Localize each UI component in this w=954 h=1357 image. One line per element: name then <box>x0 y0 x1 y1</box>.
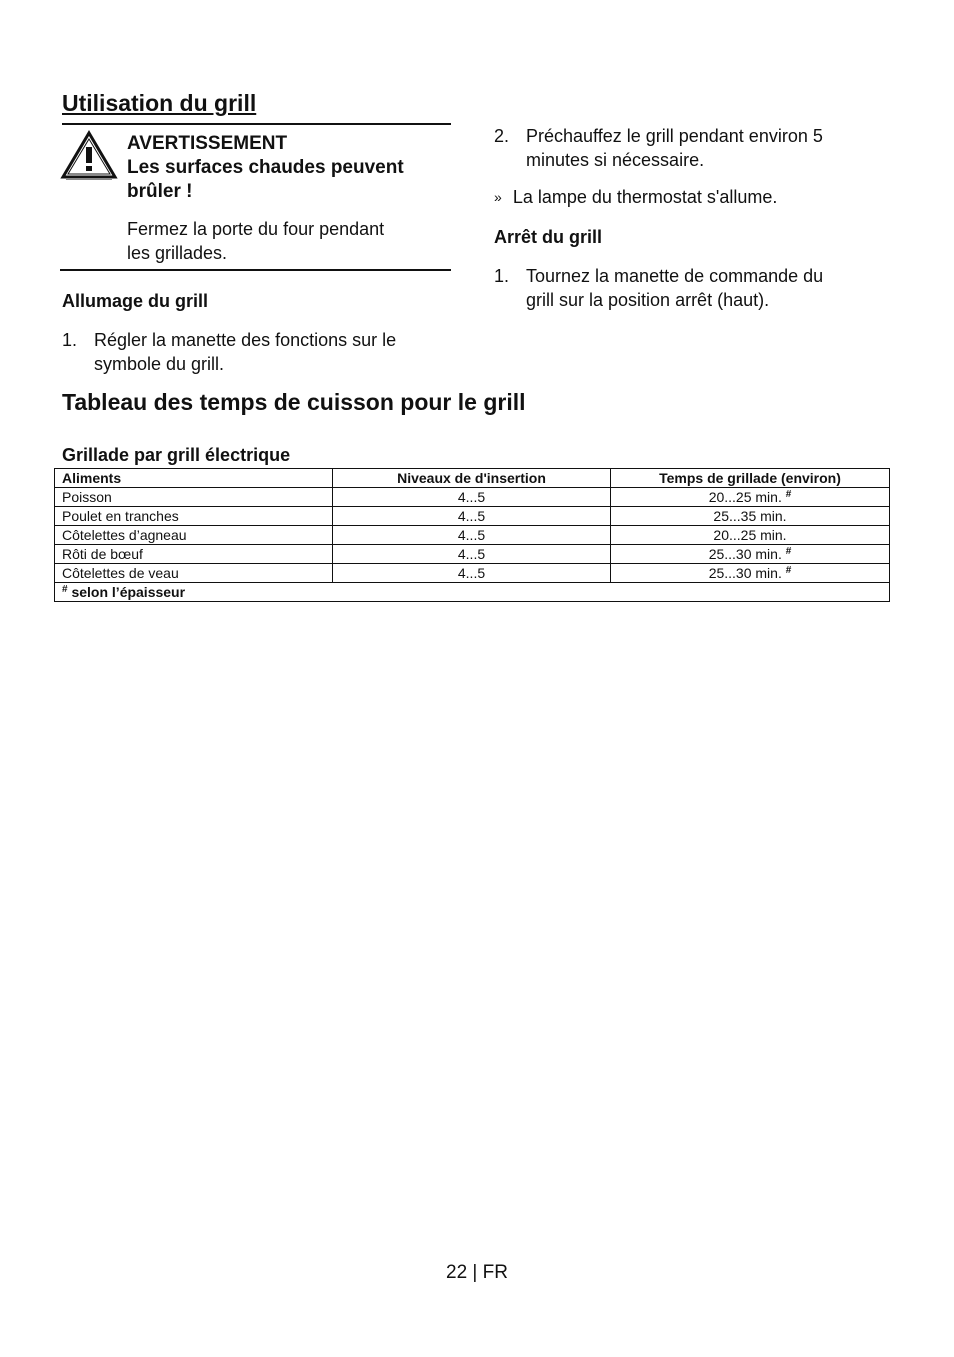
warning-subheading-line1: Les surfaces chaudes peuvent <box>127 157 404 178</box>
cell-food: Poisson <box>55 488 333 507</box>
table-row <box>55 507 890 526</box>
time-value: 25...30 min. <box>708 565 782 581</box>
footnote-marker: # <box>785 546 792 557</box>
cell-level: 4...5 <box>333 507 611 526</box>
result-marker: » <box>494 189 502 205</box>
table-row <box>55 545 890 564</box>
cell-time <box>611 526 890 545</box>
time-value: 25...35 min. <box>713 508 787 524</box>
cell-level: 4...5 <box>333 526 611 545</box>
time-value: 25...30 min. <box>708 546 782 562</box>
step-text-line2: grill sur la position arrêt (haut). <box>526 290 770 310</box>
warning-heading: AVERTISSEMENT <box>127 133 288 154</box>
step-number: 2. <box>494 126 510 146</box>
grill-times-table <box>54 468 890 602</box>
cooking-table-subtitle: Grillade par grill électrique <box>62 445 291 465</box>
table-row <box>55 564 890 583</box>
cell-level: 4...5 <box>333 564 611 583</box>
step-number: 1. <box>62 330 78 350</box>
warning-icon <box>60 130 118 180</box>
step-number: 1. <box>494 266 510 286</box>
footnote-marker: # <box>62 584 68 595</box>
cell-time <box>611 564 890 583</box>
cell-food: Poulet en tranches <box>55 507 333 526</box>
header-level: Niveaux de d'insertion <box>333 469 611 488</box>
time-value: 20...25 min. <box>708 489 782 505</box>
cell-level: 4...5 <box>333 545 611 564</box>
footnote-marker: # <box>785 565 792 576</box>
ignition-heading: Allumage du grill <box>62 291 209 311</box>
step-text-line1: Régler la manette des fonctions sur le <box>94 330 397 350</box>
cell-time <box>611 545 890 564</box>
footnote-text: selon l’épaisseur <box>71 584 186 600</box>
time-value: 20...25 min. <box>713 527 787 543</box>
table-row <box>55 526 890 545</box>
result-text: La lampe du thermostat s'allume. <box>512 187 778 207</box>
step-text-line2: minutes si nécessaire. <box>526 150 705 170</box>
warning-text-line2: les grillades. <box>127 243 228 263</box>
table-footnote-row <box>55 583 890 602</box>
warning-text-line1: Fermez la porte du four pendant <box>127 219 385 239</box>
footnote-marker: # <box>785 489 792 500</box>
cooking-table-title: Tableau des temps de cuisson pour le grill <box>62 389 526 415</box>
step-text-line1: Tournez la manette de commande du <box>526 266 824 286</box>
table-row <box>55 488 890 507</box>
cell-food: Rôti de bœuf <box>55 545 333 564</box>
section-title-grill-usage: Utilisation du grill <box>62 90 257 116</box>
warning-subheading-line2: brûler ! <box>127 181 193 202</box>
cell-food: Côtelettes de veau <box>55 564 333 583</box>
header-time: Temps de grillade (environ) <box>611 469 890 488</box>
warning-bottom-rule <box>60 269 451 271</box>
header-food: Aliments <box>55 469 333 488</box>
step-text-line2: symbole du grill. <box>94 354 225 374</box>
cell-time <box>611 488 890 507</box>
table-footnote <box>55 583 890 602</box>
step-text-line1: Préchauffez le grill pendant environ 5 <box>526 126 823 146</box>
cell-food: Côtelettes d’agneau <box>55 526 333 545</box>
table-header-row <box>55 469 890 488</box>
stop-heading: Arrêt du grill <box>494 227 603 247</box>
cell-level: 4...5 <box>333 488 611 507</box>
cell-time <box>611 507 890 526</box>
warning-top-rule <box>62 123 451 125</box>
page-number: 22 | FR <box>446 1262 508 1283</box>
thermostat-result <box>494 185 894 209</box>
